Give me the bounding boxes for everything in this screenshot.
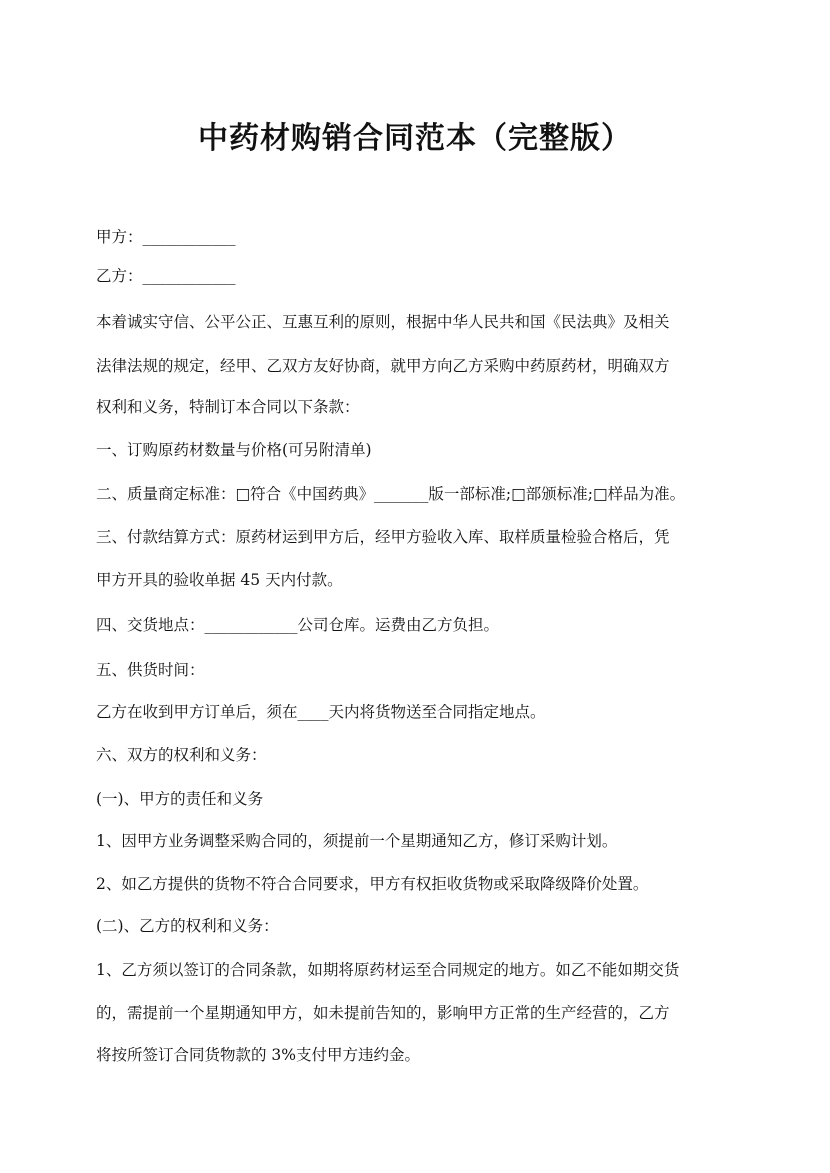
party-a-item-2: 2、如乙方提供的货物不符合合同要求，甲方有权拒收货物或采取降级降价处置。 bbox=[96, 875, 649, 893]
party-b-item-1-cont: 将按所签订合同货物款的 3%支付甲方违约金。 bbox=[96, 1046, 421, 1064]
party-a-item-1: 1、因甲方业务调整采购合同的，须提前一个星期通知乙方，修订采购计划。 bbox=[96, 832, 618, 850]
clause-2: 二、质量商定标准：□符合《中国药典》_______版一部标准;□部颁标准;□样品为准。 bbox=[96, 485, 686, 503]
clause-5: 五、供货时间： bbox=[96, 661, 205, 679]
preamble-line: 法律法规的规定，经甲、乙双方友好协商，就甲方向乙方采购中药原药材，明确双方 bbox=[96, 357, 670, 375]
clause-6: 六、双方的权利和义务： bbox=[96, 746, 267, 764]
subclause-party-b: (二)、乙方的权利和义务： bbox=[96, 917, 279, 935]
preamble-line: 权利和义务，特制订本合同以下条款： bbox=[96, 398, 360, 416]
clause-4: 四、交货地点：____________公司仓库。运费由乙方负担。 bbox=[96, 616, 500, 634]
clause-3-cont: 甲方开具的验收单据 45 天内付款。 bbox=[96, 571, 343, 589]
party-a-line: 甲方：____________ bbox=[96, 228, 236, 246]
clause-3: 三、付款结算方式：原药材运到甲方后，经甲方验收入库、取样质量检验合格后，凭 bbox=[96, 528, 670, 546]
clause-5-text: 乙方在收到甲方订单后，须在____天内将货物送至合同指定地点。 bbox=[96, 703, 546, 721]
clause-1: 一、订购原药材数量与价格(可另附清单) bbox=[96, 441, 372, 459]
subclause-party-a: (一)、甲方的责任和义务 bbox=[96, 790, 264, 808]
document-title: 中药材购销合同范本（完整版） bbox=[198, 121, 632, 156]
party-b-line: 乙方：____________ bbox=[96, 267, 236, 285]
party-b-item-1-cont: 的，需提前一个星期通知甲方，如未提前告知的，影响甲方正常的生产经营的，乙方 bbox=[96, 1004, 670, 1022]
party-b-item-1: 1、乙方须以签订的合同条款，如期将原药材运至合同规定的地方。如乙不能如期交货 bbox=[96, 961, 680, 979]
preamble-line: 本着诚实守信、公平公正、互惠互利的原则，根据中华人民共和国《民法典》及相关 bbox=[96, 313, 670, 331]
